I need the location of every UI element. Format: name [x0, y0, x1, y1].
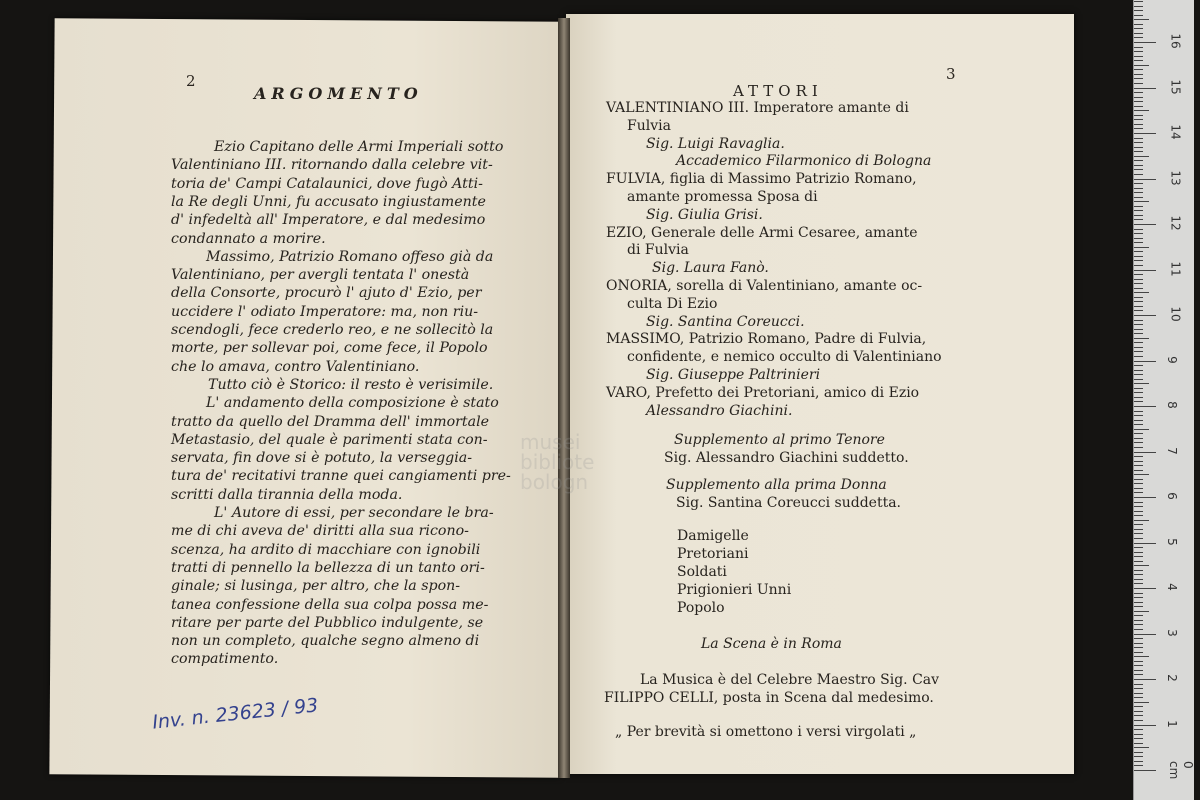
cast-line: EZIO, Generale delle Armi Cesaree, amante: [606, 224, 918, 241]
left-body-line: Valentiniano, per avergli tentata l' onestà: [171, 267, 470, 284]
ruler-tick: [1134, 693, 1143, 694]
left-body-line: L' Autore di essi, per secondare le bra-: [214, 505, 494, 521]
left-body-line: scendogli, fece crederlo reo, e ne sollecitò la: [171, 322, 494, 338]
ruler-tick: [1134, 179, 1156, 180]
ruler-tick: [1134, 206, 1143, 207]
left-body-line: ritare per parte del Pubblico indulgente, se: [171, 614, 484, 631]
ruler-tick: [1134, 397, 1143, 398]
ruler-tick: [1134, 452, 1156, 453]
supplement2-title: Supplemento alla prima Donna: [666, 477, 887, 493]
ruler-tick: [1134, 128, 1143, 129]
ruler-tick: [1134, 725, 1156, 726]
ruler-tick: [1134, 661, 1143, 662]
cast-line: Fulvia: [627, 117, 671, 134]
ruler-tick: [1134, 656, 1149, 657]
left-body-line: ginale; si lusinga, per altro, che la spon-: [171, 578, 461, 595]
ruler-tick: [1134, 147, 1143, 148]
ruler-tick: [1134, 165, 1143, 166]
left-body-line: toria de' Campi Catalaunici, dove fugò Atti-: [171, 175, 483, 192]
ruler-tick: [1134, 342, 1143, 343]
ruler-label: 3: [1164, 628, 1179, 637]
left-body-line: scritti dalla tirannia della moda.: [171, 486, 403, 503]
cast-line: FULVIA, figlia di Massimo Patrizio Romano,: [606, 171, 917, 188]
book-gutter: [558, 18, 570, 778]
ruler-tick: [1134, 483, 1143, 484]
ruler-tick: [1134, 401, 1143, 402]
ruler-tick: [1134, 315, 1156, 316]
ruler-tick: [1134, 488, 1143, 489]
ruler-tick: [1134, 65, 1149, 66]
ruler-tick: [1134, 333, 1143, 334]
right-page-title: ATTORI: [733, 82, 823, 100]
ruler-tick: [1134, 374, 1143, 375]
left-page-title: ARGOMENTO: [254, 84, 423, 103]
ruler-tick: [1134, 752, 1143, 753]
ruler-tick: [1134, 697, 1143, 698]
ruler-tick: [1134, 638, 1143, 639]
ruler-tick: [1134, 124, 1143, 125]
ruler-label: 12: [1168, 215, 1183, 231]
ruler-tick: [1134, 188, 1143, 189]
ruler-tick: [1134, 256, 1143, 257]
extra-role: Prigionieri Unni: [677, 582, 792, 598]
ruler-tick: [1134, 247, 1149, 248]
ruler-tick: [1134, 338, 1149, 339]
cast-line: ONORIA, sorella di Valentiniano, amante oc-: [606, 278, 923, 294]
ruler-tick: [1134, 392, 1143, 393]
ruler-tick: [1134, 106, 1143, 107]
ruler-tick: [1134, 88, 1156, 89]
ruler-tick: [1134, 260, 1143, 261]
ruler-tick: [1134, 634, 1156, 635]
ruler-tick: [1134, 74, 1143, 75]
ruler-tick: [1134, 192, 1143, 193]
ruler-tick: [1134, 579, 1143, 580]
ruler-tick: [1134, 151, 1143, 152]
ruler-tick: [1134, 429, 1149, 430]
ruler-tick: [1134, 765, 1143, 766]
ruler-tick: [1134, 297, 1143, 298]
ruler-tick: [1134, 556, 1143, 557]
ruler-tick: [1134, 383, 1149, 384]
ruler-tick: [1134, 502, 1143, 503]
extra-role: Soldati: [677, 564, 727, 580]
ruler-tick: [1134, 37, 1143, 38]
ruler-tick: [1134, 351, 1143, 352]
left-body-line: morte, per sollevar poi, come fece, il Popolo: [171, 340, 488, 357]
cast-line: Sig. Luigi Ravaglia.: [646, 135, 785, 152]
cast-line: confidente, e nemico occulto di Valentiniano: [627, 349, 942, 366]
ruler-tick: [1134, 115, 1143, 116]
supplement2-name: Sig. Santina Coreucci suddetta.: [676, 495, 902, 511]
ruler-tick: [1134, 611, 1149, 612]
ruler-tick: [1134, 524, 1143, 525]
ruler-tick: [1134, 78, 1143, 79]
footer-note: „ Per brevità si omettono i versi virgolati „: [615, 724, 917, 740]
inventory-note: Inv. n. 23623 / 93: [151, 694, 320, 734]
left-body-line: d' infedeltà all' Imperatore, e dal medesimo: [171, 212, 486, 229]
ruler-tick: [1134, 506, 1143, 507]
ruler-tick: [1134, 474, 1149, 475]
ruler-tick: [1134, 33, 1143, 34]
ruler-tick: [1134, 133, 1156, 134]
ruler-tick: [1134, 19, 1149, 20]
ruler-tick: [1134, 301, 1143, 302]
measurement-ruler: [1133, 0, 1194, 800]
ruler-tick: [1134, 238, 1143, 239]
ruler-tick: [1134, 761, 1143, 762]
ruler-tick: [1134, 10, 1143, 11]
ruler-tick: [1134, 643, 1143, 644]
ruler-tick: [1134, 602, 1143, 603]
ruler-tick: [1134, 329, 1143, 330]
left-body-line: condannato a morire.: [171, 230, 326, 247]
extra-role: Damigelle: [677, 528, 749, 544]
cast-line: MASSIMO, Patrizio Romano, Padre di Fulvia,: [606, 331, 927, 348]
ruler-tick: [1134, 101, 1143, 102]
cast-line: Sig. Giulia Grisi.: [646, 206, 763, 223]
ruler-tick: [1134, 629, 1143, 630]
left-body-line: che lo amava, contro Valentiniano.: [171, 358, 420, 375]
ruler-tick: [1134, 729, 1143, 730]
ruler-tick: [1134, 670, 1143, 671]
ruler-tick: [1134, 174, 1143, 175]
ruler-tick: [1134, 738, 1143, 739]
ruler-tick: [1134, 324, 1143, 325]
ruler-label: 15: [1168, 78, 1183, 95]
left-body-line: tura de' recitativi tranne quei cangiamenti pre-: [171, 468, 511, 485]
ruler-tick: [1134, 620, 1143, 621]
ruler-tick: [1134, 160, 1143, 161]
ruler-tick: [1134, 201, 1149, 202]
ruler-tick: [1134, 370, 1143, 371]
ruler-tick: [1134, 492, 1143, 493]
ruler-tick: [1134, 706, 1143, 707]
ruler-tick: [1134, 60, 1143, 61]
cast-line: di Fulvia: [627, 242, 689, 259]
ruler-tick: [1134, 229, 1143, 230]
cast-line: culta Di Ezio: [627, 295, 718, 312]
left-body-line: L' andamento della composizione è stato: [206, 395, 499, 412]
left-body-line: Valentiniano III. ritornando dalla celebre vit-: [171, 157, 493, 174]
left-body-line: non un completo, qualche segno almeno di: [171, 633, 480, 650]
supplement1-name: Sig. Alessandro Giachini suddetto.: [664, 450, 909, 466]
ruler-tick: [1134, 210, 1143, 211]
ruler-tick: [1134, 702, 1149, 703]
left-body-line: tratto da quello del Dramma dell' immortale: [171, 413, 490, 430]
ruler-tick: [1134, 479, 1143, 480]
ruler-tick: [1134, 388, 1143, 389]
ruler-tick: [1134, 547, 1143, 548]
ruler-tick: [1134, 470, 1143, 471]
ruler-tick: [1134, 533, 1143, 534]
cast-line: Sig. Laura Fanò.: [652, 260, 769, 277]
ruler-tick: [1134, 110, 1149, 111]
ruler-label: 8: [1164, 401, 1179, 409]
ruler-label: 7: [1164, 446, 1179, 455]
cast-line: Sig. Santina Coreucci.: [646, 313, 805, 330]
ruler-tick: [1134, 456, 1143, 457]
ruler-tick: [1134, 92, 1143, 93]
ruler-tick: [1134, 6, 1143, 7]
ruler-label: 6: [1164, 492, 1179, 500]
ruler-tick: [1134, 306, 1143, 307]
ruler-tick: [1134, 69, 1143, 70]
ruler-tick: [1134, 756, 1143, 757]
ruler-tick: [1134, 624, 1143, 625]
ruler-tick: [1134, 606, 1143, 607]
ruler-tick: [1134, 597, 1143, 598]
ruler-tick: [1134, 529, 1143, 530]
ruler-tick: [1134, 720, 1143, 721]
ruler-tick: [1134, 543, 1156, 544]
ruler-tick: [1134, 169, 1143, 170]
ruler-tick: [1134, 28, 1143, 29]
ruler-tick: [1134, 119, 1143, 120]
left-body-line: servata, fin dove si è potuto, la verseggia-: [171, 450, 473, 467]
ruler-tick: [1134, 647, 1143, 648]
left-body-line: la Re degli Unni, fu accusato ingiustamente: [171, 193, 486, 210]
ruler-tick: [1134, 497, 1156, 498]
ruler-tick: [1134, 615, 1143, 616]
ruler-tick: [1134, 347, 1143, 348]
ruler-tick: [1134, 283, 1143, 284]
cast-line: VALENTINIANO III. Imperatore amante di: [606, 100, 909, 116]
ruler-tick: [1134, 411, 1143, 412]
ruler-tick: [1134, 688, 1143, 689]
ruler-tick: [1134, 552, 1143, 553]
cast-line: VARO, Prefetto dei Pretoriani, amico di Ezio: [606, 384, 920, 401]
right-page-number: 3: [946, 65, 956, 83]
ruler-tick: [1134, 406, 1156, 407]
ruler-tick: [1134, 570, 1143, 571]
extra-role: Popolo: [677, 600, 725, 616]
ruler-tick: [1134, 138, 1143, 139]
ruler-tick: [1134, 679, 1156, 680]
left-body-line: uccidere l' odiato Imperatore: ma, non riu-: [171, 303, 479, 320]
ruler-tick: [1134, 142, 1143, 143]
ruler-label: 4: [1164, 583, 1179, 591]
ruler-tick: [1134, 747, 1149, 748]
ruler-tick: [1134, 242, 1143, 243]
left-body-line: Metastasio, del quale è parimenti stata con-: [171, 431, 488, 448]
ruler-tick: [1134, 424, 1143, 425]
ruler-tick: [1134, 292, 1149, 293]
ruler-tick: [1134, 447, 1143, 448]
ruler-label: 2: [1164, 674, 1179, 682]
cast-line: Alessandro Giachini.: [646, 402, 793, 419]
ruler-tick: [1134, 420, 1143, 421]
ruler-label: 1: [1164, 719, 1179, 728]
ruler-tick: [1134, 310, 1143, 311]
supplement1-title: Supplemento al primo Tenore: [674, 432, 885, 448]
ruler-unit-label: 0 cm: [1167, 761, 1195, 780]
left-body-line: Ezio Capitano delle Armi Imperiali sotto: [214, 139, 504, 155]
cast-line: Sig. Giuseppe Paltrinieri: [646, 367, 821, 383]
ruler-tick: [1134, 1, 1143, 2]
ruler-tick: [1134, 215, 1143, 216]
ruler-tick: [1134, 770, 1156, 771]
ruler-tick: [1134, 24, 1143, 25]
ruler-tick: [1134, 515, 1143, 516]
ruler-tick: [1134, 734, 1143, 735]
left-body-line: della Consorte, procurò l' ajuto d' Ezio, per: [171, 285, 482, 302]
ruler-tick: [1134, 320, 1143, 321]
left-body-line: me di chi aveva de' diritti alla sua ricono-: [171, 523, 469, 540]
ruler-tick: [1134, 233, 1143, 234]
ruler-tick: [1134, 438, 1143, 439]
ruler-tick: [1134, 433, 1143, 434]
ruler-tick: [1134, 465, 1143, 466]
ruler-tick: [1134, 588, 1156, 589]
ruler-tick: [1134, 565, 1149, 566]
ruler-tick: [1134, 219, 1143, 220]
ruler-tick: [1134, 279, 1143, 280]
ruler-tick: [1134, 288, 1143, 289]
ruler-tick: [1134, 593, 1143, 594]
ruler-tick: [1134, 356, 1143, 357]
ruler-tick: [1134, 274, 1143, 275]
ruler-tick: [1134, 415, 1143, 416]
ruler-tick: [1134, 561, 1143, 562]
ruler-tick: [1134, 156, 1149, 157]
ruler-tick: [1134, 251, 1143, 252]
ruler-label: 9: [1164, 355, 1179, 364]
ruler-tick: [1134, 361, 1156, 362]
ruler-tick: [1134, 715, 1143, 716]
music-line-1: La Musica è del Celebre Maestro Sig. Cav: [640, 672, 940, 688]
ruler-tick: [1134, 652, 1143, 653]
scene-line: La Scena è in Roma: [701, 636, 842, 652]
ruler-tick: [1134, 461, 1143, 462]
left-page-number: 2: [186, 72, 196, 90]
ruler-tick: [1134, 97, 1143, 98]
ruler-tick: [1134, 665, 1143, 666]
ruler-tick: [1134, 197, 1143, 198]
left-body-line: scenza, ha ardito di macchiare con ignobili: [171, 541, 481, 558]
ruler-tick: [1134, 42, 1156, 43]
ruler-tick: [1134, 270, 1156, 271]
music-line-2: FILIPPO CELLI, posta in Scena dal medesimo.: [604, 690, 934, 706]
ruler-tick: [1134, 365, 1143, 366]
ruler-tick: [1134, 47, 1143, 48]
left-body-line: Tutto ciò è Storico: il resto è verisimile.: [208, 376, 494, 393]
ruler-tick: [1134, 538, 1143, 539]
ruler-label: 11: [1168, 260, 1183, 277]
ruler-tick: [1134, 56, 1143, 57]
ruler-tick: [1134, 83, 1143, 84]
extra-role: Pretoriani: [677, 546, 749, 562]
ruler-label: 5: [1164, 537, 1179, 546]
ruler-tick: [1134, 574, 1143, 575]
left-body-line: tanea confessione della sua colpa possa me-: [171, 596, 489, 613]
ruler-tick: [1134, 265, 1143, 266]
ruler-tick: [1134, 684, 1143, 685]
ruler-tick: [1134, 674, 1143, 675]
ruler-label: 13: [1168, 169, 1183, 186]
ruler-tick: [1134, 711, 1143, 712]
ruler-tick: [1134, 15, 1143, 16]
ruler-tick: [1134, 379, 1143, 380]
left-body-line: compatimento.: [171, 651, 279, 668]
cast-line: amante promessa Sposa di: [627, 189, 818, 205]
left-body-line: tratti di pennello la bellezza di un tanto ori-: [171, 559, 485, 576]
ruler-tick: [1134, 583, 1143, 584]
ruler-tick: [1134, 442, 1143, 443]
ruler-tick: [1134, 511, 1143, 512]
ruler-tick: [1134, 51, 1143, 52]
left-body-line: Massimo, Patrizio Romano offeso già da: [206, 248, 494, 265]
library-watermark: musei bibliote bologn: [520, 430, 595, 494]
ruler-tick: [1134, 520, 1149, 521]
ruler-tick: [1134, 224, 1156, 225]
ruler-label: 10: [1168, 306, 1183, 322]
ruler-tick: [1134, 743, 1143, 744]
ruler-tick: [1134, 183, 1143, 184]
ruler-label: 16: [1168, 33, 1183, 49]
ruler-label: 14: [1168, 124, 1183, 140]
cast-line: Accademico Filarmonico di Bologna: [676, 153, 932, 170]
